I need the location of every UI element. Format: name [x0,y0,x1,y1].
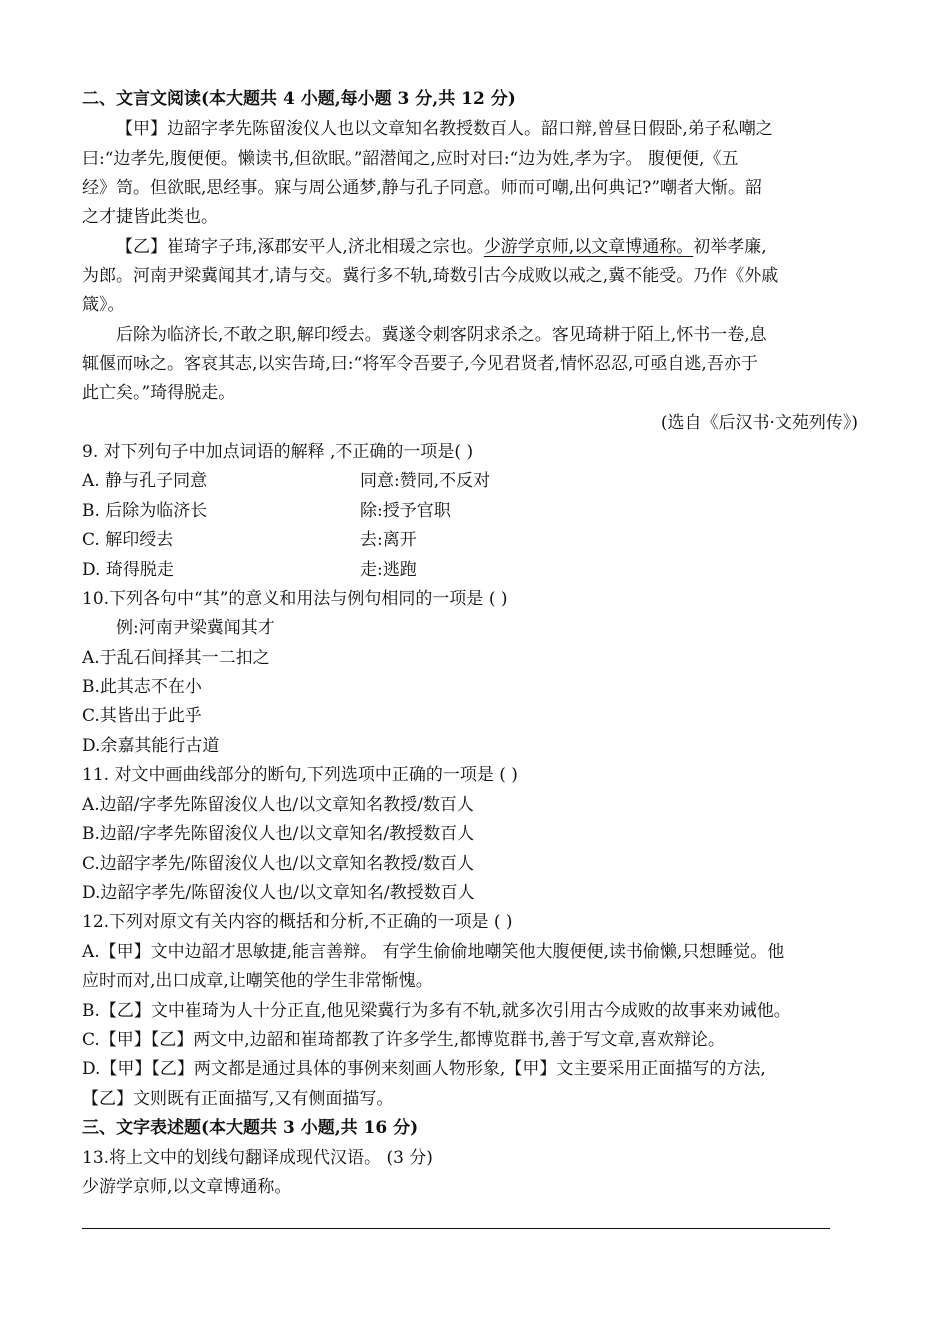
passage-line: 为郎。河南尹梁冀闻其才,请与交。冀行多不轨,琦数引古今成败以戒之,冀不能受。乃作《外戚 [82,266,779,286]
option-explanation: 走:逃跑 [360,560,417,580]
option-text: C. 解印绶去 [82,530,174,550]
source-citation: (选自《后汉书·文苑列传》) [660,413,858,433]
passage-line [116,236,868,258]
option-text: B. 后除为临济长 [82,501,208,521]
option-text: B.【乙】文中崔琦为人十分正直,他见梁冀行为多有不轨,就多次引用古今成败的故事来劝诫他。 [82,1001,791,1021]
option-text: D.【甲】【乙】两文都是通过具体的事例来刻画人物形象,【甲】文主要采用正面描写的方法, [82,1059,766,1079]
passage-text: 初举孝廉, [693,237,767,257]
passage-line: 辄偃而咏之。客哀其志,以实告琦,曰:“将军令吾要子,今见君贤者,情怀忍忍,可亟自逃,吾亦于 [82,354,758,374]
passage-line: 此亡矣。”琦得脱走。 [82,383,236,403]
question-stem: 12.下列对原文有关内容的概括和分析,不正确的一项是 ( ) [82,912,513,932]
option-text: C.边韶字孝先/陈留浚仪人也/以文章知名教授/数百人 [82,854,474,874]
option-text: A.边韶/字孝先陈留浚仪人也/以文章知名教授/数百人 [82,795,474,815]
option-text: C.其皆出于此乎 [82,706,202,726]
example-sentence: 例:河南尹梁冀闻其才 [116,618,275,638]
question-stem: 11. 对文中画曲线部分的断句,下列选项中正确的一项是 ( ) [82,765,518,785]
section3-title: 三、文字表述题(本大题共 3 小题,共 16 分) [82,1118,419,1138]
passage-line: 曰:“边孝先,腹便便。懒读书,但欲眠。”韶潜闻之,应时对曰:“边为姓,孝为字。 腹便便,《五 [82,149,739,169]
option-explanation: 去:离开 [360,530,417,550]
section2-title: 二、文言文阅读(本大题共 4 小题,每小题 3 分,共 12 分) [82,89,516,109]
passage-line: 后除为临济长,不敢之职,解印绶去。冀遂令刺客阴求杀之。客见琦耕于陌上,怀书一卷,息 [116,325,767,345]
option-text: D.余嘉其能行古道 [82,736,220,756]
question-stem: 9. 对下列句子中加点词语的解释 ,不正确的一项是( ) [82,442,474,462]
option-text: A.于乱石间择其一二扣之 [82,648,270,668]
option-text: C.【甲】【乙】两文中,边韶和崔琦都教了许多学生,都博览群书,善于写文章,喜欢辩论。 [82,1030,725,1050]
option-explanation: 除:授予官职 [360,501,451,521]
question-stem: 13.将上文中的划线句翻译成现代汉语。 (3 分) [82,1148,433,1168]
passage-line: 箴》。 [82,295,125,315]
answer-line[interactable] [82,1228,830,1229]
option-text: A.【甲】文中边韶才思敏捷,能言善辩。 有学生偷偷地嘲笑他大腹便便,读书偷懒,只想睡觉。他 [82,942,785,962]
question-stem: 10.下列各句中“其”的意义和用法与例句相同的一项是 ( ) [82,589,508,609]
option-text: B.此其志不在小 [82,677,202,697]
option-text: A. 静与孔子同意 [82,471,208,491]
passage-line: 经》笥。但欲眠,思经事。寐与周公通梦,静与孔子同意。师而可嘲,出何典记?”嘲者大惭。韶 [82,178,763,198]
option-text: B.边韶/字孝先陈留浚仪人也/以文章知名/教授数百人 [82,824,475,844]
translation-sentence: 少游学京师,以文章博通称。 [82,1177,292,1197]
underlined-sentence: 少游学京师,以文章博通称。 [483,237,694,257]
passage-line: 之才捷皆此类也。 [82,207,218,227]
option-text: 【乙】文则既有正面描写,又有侧面描写。 [82,1089,394,1109]
passage-line: 【甲】边韶字孝先陈留浚仪人也以文章知名教授数百人。韶口辩,曾昼日假卧,弟子私嘲之 [116,119,773,139]
option-text: 应时而对,出口成章,让嘲笑他的学生非常惭愧。 [82,971,433,991]
option-text: D. 琦得脱走 [82,560,174,580]
option-explanation: 同意:赞同,不反对 [360,471,491,491]
option-text: D.边韶字孝先/陈留浚仪人也/以文章知名/教授数百人 [82,883,475,903]
passage-text: 【乙】崔琦字子玮,涿郡安平人,济北相瑗之宗也。 [116,237,484,257]
